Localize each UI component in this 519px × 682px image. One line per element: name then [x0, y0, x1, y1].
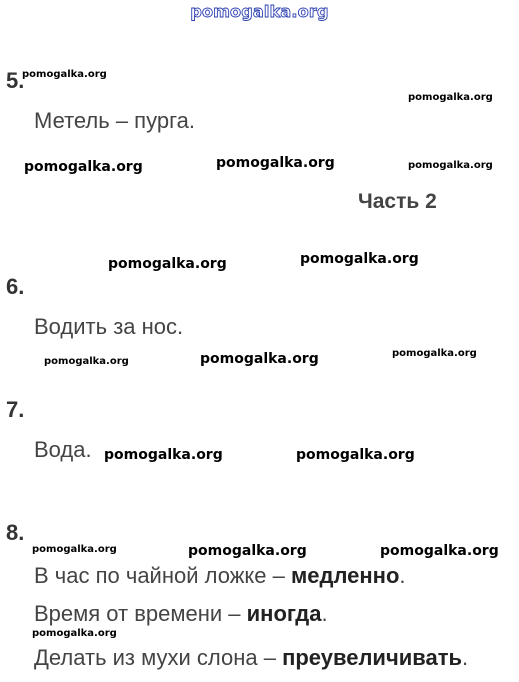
task-6-answer: Водить за нос. [34, 314, 184, 339]
watermark: pomogalka.org [300, 251, 419, 267]
meaning: преувеличивать [282, 645, 463, 670]
watermark: pomogalka.org [200, 351, 319, 367]
task-8-line-2 [34, 601, 328, 627]
watermark: pomogalka.org [408, 160, 493, 171]
part-title: Часть 2 [358, 190, 437, 213]
meaning: иногда [246, 601, 322, 626]
site-header-link[interactable]: pomogalka.org [190, 2, 329, 21]
task-number-6: 6. [6, 274, 25, 299]
period: . [399, 563, 406, 588]
phrase: Время от времени – [34, 601, 247, 626]
phrase: В час по чайной ложке – [34, 563, 291, 588]
meaning: медленно [291, 563, 400, 588]
watermark: pomogalka.org [24, 159, 143, 175]
task-8-line-1 [34, 563, 406, 589]
watermark: pomogalka.org [408, 92, 493, 103]
task-5-answer: Метель – пурга. [34, 108, 195, 133]
task-number-5: 5. [6, 68, 25, 93]
phrase: Делать из мухи слона – [34, 645, 283, 670]
period: . [321, 601, 328, 626]
watermark: pomogalka.org [32, 628, 117, 639]
task-8-line-3 [34, 645, 468, 671]
watermark: pomogalka.org [392, 348, 477, 359]
watermark: pomogalka.org [32, 544, 117, 555]
watermark: pomogalka.org [44, 356, 129, 367]
watermark: pomogalka.org [216, 155, 335, 171]
period: . [462, 645, 469, 670]
task-number-7: 7. [6, 397, 25, 422]
task-7-answer: Вода. [34, 437, 92, 462]
watermark: pomogalka.org [380, 543, 499, 559]
watermark: pomogalka.org [296, 447, 415, 463]
watermark: pomogalka.org [108, 256, 227, 272]
watermark: pomogalka.org [104, 447, 223, 463]
watermark: pomogalka.org [188, 543, 307, 559]
task-number-8: 8. [6, 520, 25, 545]
watermark: pomogalka.org [22, 69, 107, 80]
